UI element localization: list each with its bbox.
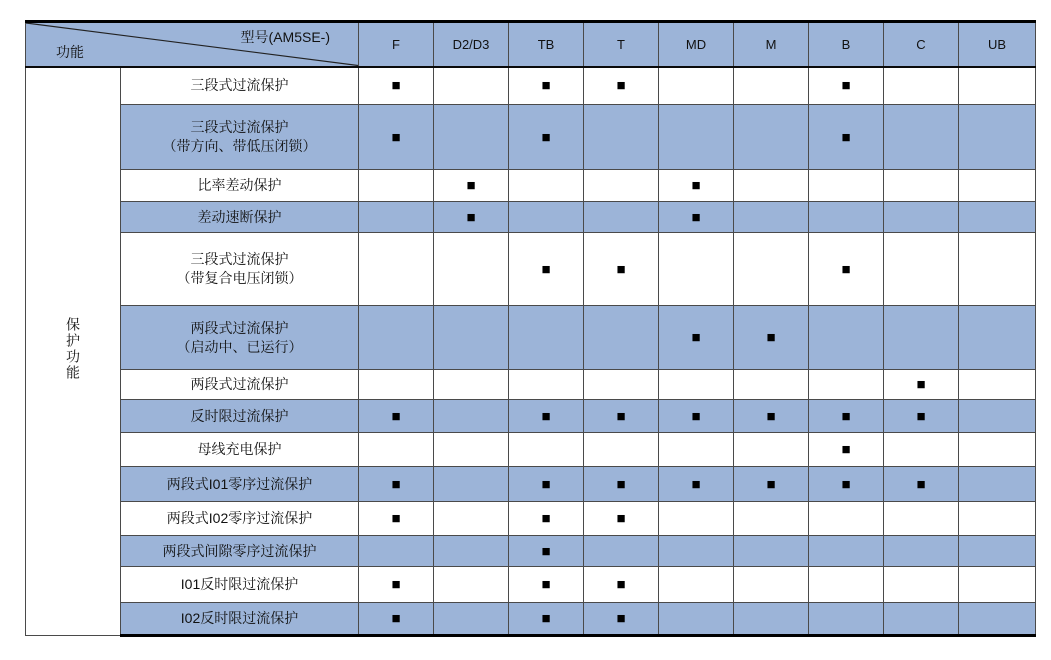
support-mark-cell (434, 567, 509, 603)
support-mark-cell (734, 233, 809, 306)
support-mark-cell: ■ (509, 536, 584, 567)
support-mark-cell (809, 502, 884, 536)
support-mark-cell (734, 433, 809, 467)
column-header-B: B (809, 22, 884, 67)
support-mark-cell (884, 67, 959, 105)
support-mark-cell: ■ (809, 433, 884, 467)
function-name-line2: （带复合电压闭锁） (176, 270, 303, 286)
support-mark-cell (734, 202, 809, 233)
table-row (26, 536, 1036, 567)
support-mark-cell (659, 603, 734, 636)
support-mark-cell (584, 170, 659, 202)
support-mark-cell (734, 170, 809, 202)
function-name: 比率差动保护 (197, 177, 282, 193)
column-header-UB: UB (959, 22, 1036, 67)
support-mark-cell (959, 306, 1036, 370)
support-mark-cell: ■ (584, 502, 659, 536)
support-mark-cell (659, 233, 734, 306)
function-name-cell (121, 567, 359, 603)
model-series-label: 型号(AM5SE-) (240, 29, 330, 45)
function-name-line2: （带方向、带低压闭锁） (162, 138, 317, 154)
support-mark-cell (959, 105, 1036, 170)
support-mark-cell (809, 370, 884, 400)
support-mark-cell (884, 306, 959, 370)
support-mark-cell (584, 105, 659, 170)
support-mark-cell (884, 170, 959, 202)
function-name-cell (121, 502, 359, 536)
support-mark-cell: ■ (659, 306, 734, 370)
function-name: 两段式过流保护 (190, 376, 289, 392)
support-mark-cell (509, 433, 584, 467)
table-row (26, 603, 1036, 636)
support-mark-cell (434, 502, 509, 536)
support-mark-cell (959, 233, 1036, 306)
support-mark-cell (734, 105, 809, 170)
function-name-cell (121, 306, 359, 370)
support-mark-cell: ■ (734, 467, 809, 502)
function-name: 差动速断保护 (197, 208, 282, 225)
function-name-cell (121, 433, 359, 467)
table-row (26, 306, 1036, 370)
support-mark-cell: ■ (359, 67, 434, 105)
support-mark-cell: ■ (734, 306, 809, 370)
support-mark-cell (659, 536, 734, 567)
support-mark-cell (509, 202, 584, 233)
support-mark-cell (359, 306, 434, 370)
function-name: I02反时限过流保护 (180, 610, 299, 626)
support-mark-cell (884, 202, 959, 233)
support-mark-cell: ■ (584, 400, 659, 433)
support-mark-cell (734, 603, 809, 636)
support-mark-cell: ■ (509, 603, 584, 636)
model-function-matrix-table (25, 20, 1036, 637)
function-name-cell (121, 233, 359, 306)
support-mark-cell: ■ (659, 170, 734, 202)
support-mark-cell: ■ (359, 467, 434, 502)
support-mark-cell (434, 467, 509, 502)
table-row (26, 400, 1036, 433)
support-mark-cell (809, 536, 884, 567)
support-mark-cell (734, 502, 809, 536)
support-mark-cell: ■ (509, 105, 584, 170)
support-mark-cell (884, 536, 959, 567)
support-mark-cell (434, 536, 509, 567)
support-mark-cell (809, 306, 884, 370)
support-mark-cell (584, 306, 659, 370)
side-group-label-cell (26, 67, 121, 636)
support-mark-cell: ■ (659, 400, 734, 433)
support-mark-cell: ■ (809, 400, 884, 433)
support-mark-cell: ■ (884, 467, 959, 502)
support-mark-cell (959, 202, 1036, 233)
support-mark-cell: ■ (509, 502, 584, 536)
support-mark-cell (659, 433, 734, 467)
function-name: 两段式I02零序过流保护 (166, 510, 313, 526)
column-header-D2-D3: D2/D3 (434, 22, 509, 67)
table-row (26, 433, 1036, 467)
support-mark-cell (959, 567, 1036, 603)
support-mark-cell (884, 105, 959, 170)
support-mark-cell (359, 202, 434, 233)
support-mark-cell (959, 467, 1036, 502)
support-mark-cell: ■ (809, 67, 884, 105)
support-mark-cell (359, 170, 434, 202)
support-mark-cell: ■ (434, 202, 509, 233)
support-mark-cell (809, 202, 884, 233)
function-name-line2: （启动中、已运行） (176, 338, 303, 355)
function-name: 反时限过流保护 (190, 407, 289, 424)
support-mark-cell (434, 67, 509, 105)
protection-functions-label: 保护功能 (65, 316, 81, 381)
support-mark-cell (584, 433, 659, 467)
column-header-T: T (584, 22, 659, 67)
support-mark-cell (659, 370, 734, 400)
support-mark-cell: ■ (359, 400, 434, 433)
support-mark-cell: ■ (359, 567, 434, 603)
support-mark-cell (734, 67, 809, 105)
support-mark-cell (659, 567, 734, 603)
diagonal-header-cell (26, 22, 359, 67)
table-row (26, 202, 1036, 233)
support-mark-cell (809, 567, 884, 603)
support-mark-cell: ■ (359, 502, 434, 536)
support-mark-cell: ■ (809, 233, 884, 306)
support-mark-cell (509, 370, 584, 400)
support-mark-cell (734, 536, 809, 567)
support-mark-cell (884, 603, 959, 636)
support-mark-cell (959, 370, 1036, 400)
support-mark-cell (584, 202, 659, 233)
support-mark-cell (434, 603, 509, 636)
table-row (26, 467, 1036, 502)
support-mark-cell: ■ (584, 603, 659, 636)
header-row (26, 22, 1036, 67)
support-mark-cell (809, 170, 884, 202)
function-name-cell (121, 400, 359, 433)
support-mark-cell: ■ (509, 467, 584, 502)
function-name: 两段式间隙零序过流保护 (162, 542, 317, 559)
support-mark-cell: ■ (584, 233, 659, 306)
function-axis-label: 功能 (56, 43, 84, 60)
table-row (26, 370, 1036, 400)
support-mark-cell (959, 536, 1036, 567)
support-mark-cell (434, 105, 509, 170)
column-header-MD: MD (659, 22, 734, 67)
support-mark-cell (734, 567, 809, 603)
support-mark-cell (434, 233, 509, 306)
table-row (26, 502, 1036, 536)
support-mark-cell: ■ (584, 467, 659, 502)
support-mark-cell: ■ (509, 67, 584, 105)
function-name: 三段式过流保护 (190, 251, 289, 267)
support-mark-cell: ■ (809, 467, 884, 502)
support-mark-cell: ■ (734, 400, 809, 433)
column-header-F: F (359, 22, 434, 67)
support-mark-cell: ■ (509, 400, 584, 433)
function-name: 三段式过流保护 (190, 77, 289, 94)
support-mark-cell: ■ (884, 400, 959, 433)
support-mark-cell: ■ (659, 467, 734, 502)
support-mark-cell (584, 536, 659, 567)
support-mark-cell: ■ (584, 67, 659, 105)
support-mark-cell (434, 306, 509, 370)
support-mark-cell: ■ (809, 105, 884, 170)
function-name-cell (121, 202, 359, 233)
support-mark-cell: ■ (434, 170, 509, 202)
support-mark-cell (959, 170, 1036, 202)
support-mark-cell (659, 67, 734, 105)
support-mark-cell (359, 536, 434, 567)
column-header-TB: TB (509, 22, 584, 67)
function-name: 两段式过流保护 (190, 319, 289, 336)
table-row (26, 105, 1036, 170)
support-mark-cell (434, 370, 509, 400)
support-mark-cell: ■ (884, 370, 959, 400)
function-name: I01反时限过流保护 (180, 576, 299, 592)
function-name-cell (121, 105, 359, 170)
support-mark-cell (809, 603, 884, 636)
support-mark-cell: ■ (359, 603, 434, 636)
support-mark-cell (959, 433, 1036, 467)
function-name-cell (121, 603, 359, 636)
support-mark-cell (659, 105, 734, 170)
support-mark-cell (884, 502, 959, 536)
support-mark-cell: ■ (659, 202, 734, 233)
support-mark-cell (884, 567, 959, 603)
function-name-cell (121, 170, 359, 202)
function-name-cell (121, 67, 359, 105)
support-mark-cell (359, 233, 434, 306)
support-mark-cell (959, 67, 1036, 105)
support-mark-cell (659, 502, 734, 536)
function-name-cell (121, 370, 359, 400)
support-mark-cell (434, 433, 509, 467)
function-name-cell (121, 467, 359, 502)
support-mark-cell (959, 502, 1036, 536)
support-mark-cell (584, 370, 659, 400)
function-name: 三段式过流保护 (190, 119, 289, 135)
table-row (26, 567, 1036, 603)
support-mark-cell (509, 170, 584, 202)
table-row (26, 67, 1036, 105)
column-header-M: M (734, 22, 809, 67)
support-mark-cell (884, 233, 959, 306)
column-header-C: C (884, 22, 959, 67)
support-mark-cell: ■ (509, 233, 584, 306)
support-mark-cell (359, 370, 434, 400)
function-name: 两段式I01零序过流保护 (166, 475, 313, 492)
support-mark-cell (734, 370, 809, 400)
support-mark-cell (434, 400, 509, 433)
support-mark-cell (884, 433, 959, 467)
support-mark-cell (959, 603, 1036, 636)
support-mark-cell: ■ (509, 567, 584, 603)
table-row (26, 170, 1036, 202)
support-mark-cell (359, 433, 434, 467)
table-row (26, 233, 1036, 306)
function-name-cell (121, 536, 359, 567)
support-mark-cell: ■ (359, 105, 434, 170)
support-mark-cell (509, 306, 584, 370)
support-mark-cell (959, 400, 1036, 433)
support-mark-cell: ■ (584, 567, 659, 603)
function-name: 母线充电保护 (197, 441, 282, 457)
